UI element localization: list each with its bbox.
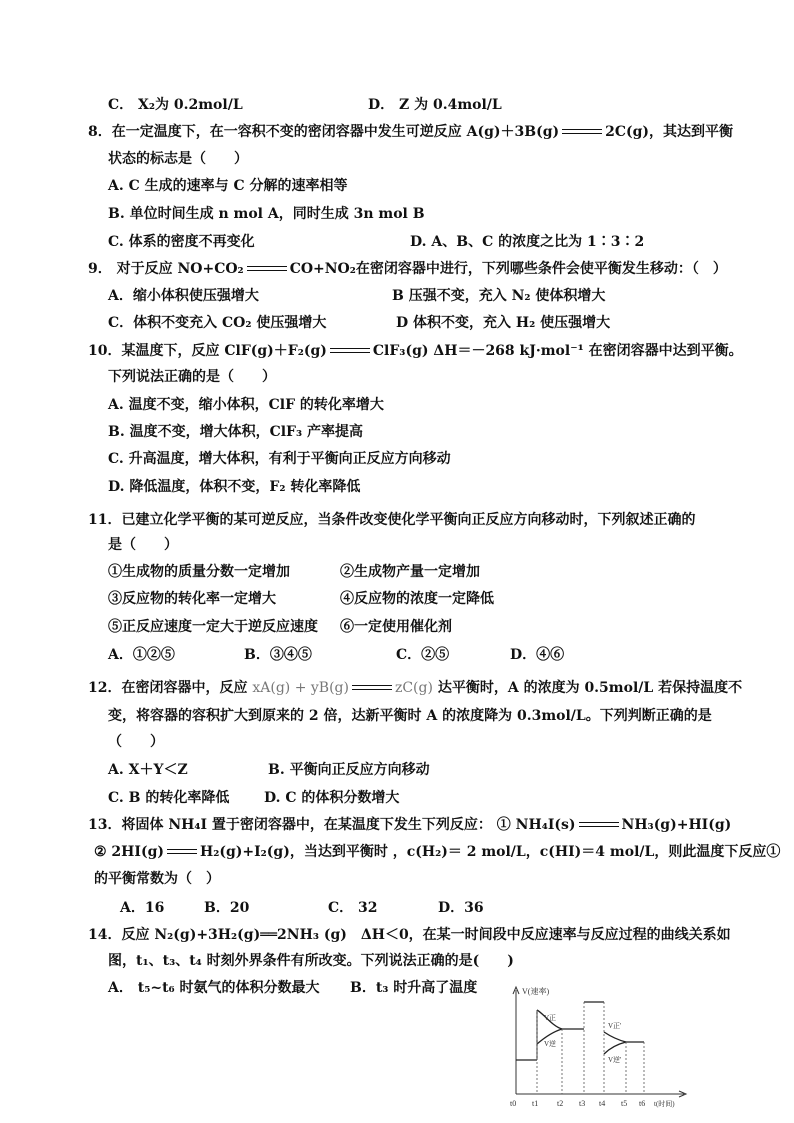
q8-option-b: B. 单位时间生成 n mol A，同时生成 3n mol B (108, 206, 425, 222)
q9-option-b: B 压强不变，充入 N₂ 使体积增大 (392, 288, 606, 304)
q13-stem (88, 815, 731, 835)
q9-stem-part1: 9． 对于反应 NO+CO₂ (88, 261, 244, 277)
q9-option-d: D 体积不变，充入 H₂ 使压强增大 (396, 315, 611, 331)
q11-item-5: ⑤正反应速度一定大于逆反应速度 (108, 619, 318, 635)
q9-stem-part2: CO+NO₂在密闭容器中进行，下列哪些条件会使平衡发生移动：（ ） (289, 261, 727, 277)
q13-option-a: A．16 (120, 900, 165, 916)
q10-stem-part2: ClF₃(g) ΔH＝－268 kJ·mol⁻¹ 在密闭容器中达到平衡。 (372, 343, 743, 359)
equilibrium-arrow (562, 128, 602, 136)
v-reverse-prime-label: V逆' (608, 1056, 622, 1064)
tick-t4: t4 (599, 1099, 606, 1108)
q11-item-6: ⑥一定使用催化剂 (340, 619, 452, 635)
tick-t1: t1 (532, 1099, 539, 1108)
q13-stem-line2 (94, 842, 780, 862)
q12-stem-line2: 变，将容器的容积扩大到原来的 2 倍，达新平衡时 A 的浓度降为 0.3mol/L。下列判断正确的是 (108, 708, 712, 724)
q12-option-b: B. 平衡向正反应方向移动 (268, 762, 430, 778)
equilibrium-arrow (330, 347, 370, 355)
q14-stem-line2: 图，t₁、t₃、t₄ 时刻外界条件有所改变。下列说法正确的是( ) (108, 953, 514, 969)
tick-t3: t3 (579, 1099, 586, 1108)
q11-stem: 11．已建立化学平衡的某可逆反应，当条件改变使化学平衡向正反应方向移动时，下列叙述正确的 (88, 512, 696, 528)
q9-option-a: A．缩小体积使压强增大 (108, 288, 259, 304)
q8-option-a: A. C 生成的速率与 C 分解的速率相等 (108, 178, 348, 194)
q12-equation-right: zC(g) (394, 680, 433, 696)
q10-option-b: B. 温度不变，增大体积，ClF₃ 产率提高 (108, 424, 363, 440)
q10-stem (88, 341, 743, 361)
equilibrium-arrow (167, 848, 197, 856)
q13-stem-part2: NH₃(g)+HI(g) (621, 817, 732, 833)
q10-stem-line2: 下列说法正确的是（ ） (108, 369, 276, 385)
v-reverse-curve-2 (604, 1042, 626, 1054)
q10-stem-part1: 10．某温度下，反应 ClF(g)＋F₂(g) (88, 343, 327, 359)
equilibrium-arrow (247, 265, 287, 273)
q8-stem-part1: 8．在一定温度下，在一容积不变的密闭容器中发生可逆反应 A(g)＋3B(g) (88, 124, 560, 140)
q13-option-d: D．36 (438, 900, 484, 916)
q12-option-c: C. B 的转化率降低 (108, 790, 230, 806)
tick-t5: t5 (621, 1099, 628, 1108)
q13-option-b: B．20 (204, 900, 250, 916)
q11-item-1: ①生成物的质量分数一定增加 (108, 564, 290, 580)
q7-option-c: C． X₂为 0.2mol/L (108, 97, 243, 113)
equilibrium-arrow (352, 684, 392, 692)
q14-option-a: A． t₅~t₆ 时氨气的体积分数最大 (108, 980, 320, 996)
q11-option-a: A．①②⑤ (108, 647, 175, 663)
v-reverse-label: V逆 (544, 1040, 557, 1048)
q7-option-d: D． Z 为 0.4mol/L (368, 97, 502, 113)
x-axis-label: t(时间) (654, 1100, 675, 1108)
equilibrium-arrow (579, 821, 619, 829)
tick-t0: t0 (510, 1099, 517, 1108)
q12-stem-part1: 12．在密闭容器中，反应 (88, 680, 248, 696)
q11-stem-line2: 是（ ） (108, 537, 178, 553)
q11-item-4: ④反应物的浓度一定降低 (340, 591, 494, 607)
q13-option-c: C． 32 (328, 900, 378, 916)
q11-item-3: ③反应物的转化率一定增大 (108, 591, 276, 607)
q12-option-d: D. C 的体积分数增大 (264, 790, 400, 806)
q13-stem2-part2: H₂(g)+I₂(g)，当达到平衡时 ，c(H₂)＝ 2 mol/L，c(HI)＝4 mol/L，则此温度下反应① (199, 844, 781, 860)
v-forward-curve-2 (604, 1032, 626, 1042)
tick-t2: t2 (557, 1099, 564, 1108)
q8-option-d: D. A、B、C 的浓度之比为 1∶3∶2 (410, 234, 645, 250)
q11-option-b: B．③④⑤ (244, 647, 312, 663)
q14-option-b: B．t₃ 时升高了温度 (350, 980, 478, 996)
q10-option-d: D. 降低温度，体积不变，F₂ 转化率降低 (108, 479, 361, 495)
q10-option-c: C. 升高温度，增大体积，有利于平衡向正反应方向移动 (108, 451, 451, 467)
q12-option-a: A. X＋Y＜Z (108, 762, 188, 778)
q14-stem: 14．反应 N₂(g)+3H₂(g)══2NH₃ (g) ΔH＜0，在某一时间段中反应速率与反应过程的曲线关系如 (88, 927, 731, 943)
y-axis-label: V(速率) (522, 987, 550, 996)
q11-item-2: ②生成物产量一定增加 (340, 564, 480, 580)
q8-option-c: C. 体系的密度不再变化 (108, 234, 255, 250)
rate-time-graph (504, 982, 690, 1112)
q13-stem-line3: 的平衡常数为（ ） (94, 871, 220, 887)
v-forward-prime-label: V正' (608, 1022, 622, 1030)
q12-stem (88, 678, 742, 698)
q9-stem (88, 259, 727, 279)
v-forward-label: V正 (544, 1014, 557, 1022)
tick-t6: t6 (639, 1099, 646, 1108)
q11-option-d: D．④⑥ (510, 647, 565, 663)
q9-option-c: C．体积不变充入 CO₂ 使压强增大 (108, 315, 327, 331)
q12-stem-part2: 达平衡时，A 的浓度为 0.5mol/L 若保持温度不 (437, 680, 743, 696)
q8-stem-line2: 状态的标志是（ ） (108, 151, 248, 167)
q12-equation-left: xA(g) + yB(g) (252, 680, 349, 696)
q10-option-a: A. 温度不变，缩小体积，ClF 的转化率增大 (108, 397, 384, 413)
q8-stem-part2: 2C(g)，其达到平衡 (605, 124, 734, 140)
q8-stem (88, 122, 733, 142)
q12-stem-line3: （ ） (108, 734, 164, 750)
q13-stem-part1: 13．将固体 NH₄I 置于密闭容器中，在某温度下发生下列反应： ① NH₄I(s) (88, 817, 576, 833)
q13-stem2-part1: ② 2HI(g) (94, 844, 164, 860)
q11-option-c: C．②⑤ (396, 647, 450, 663)
